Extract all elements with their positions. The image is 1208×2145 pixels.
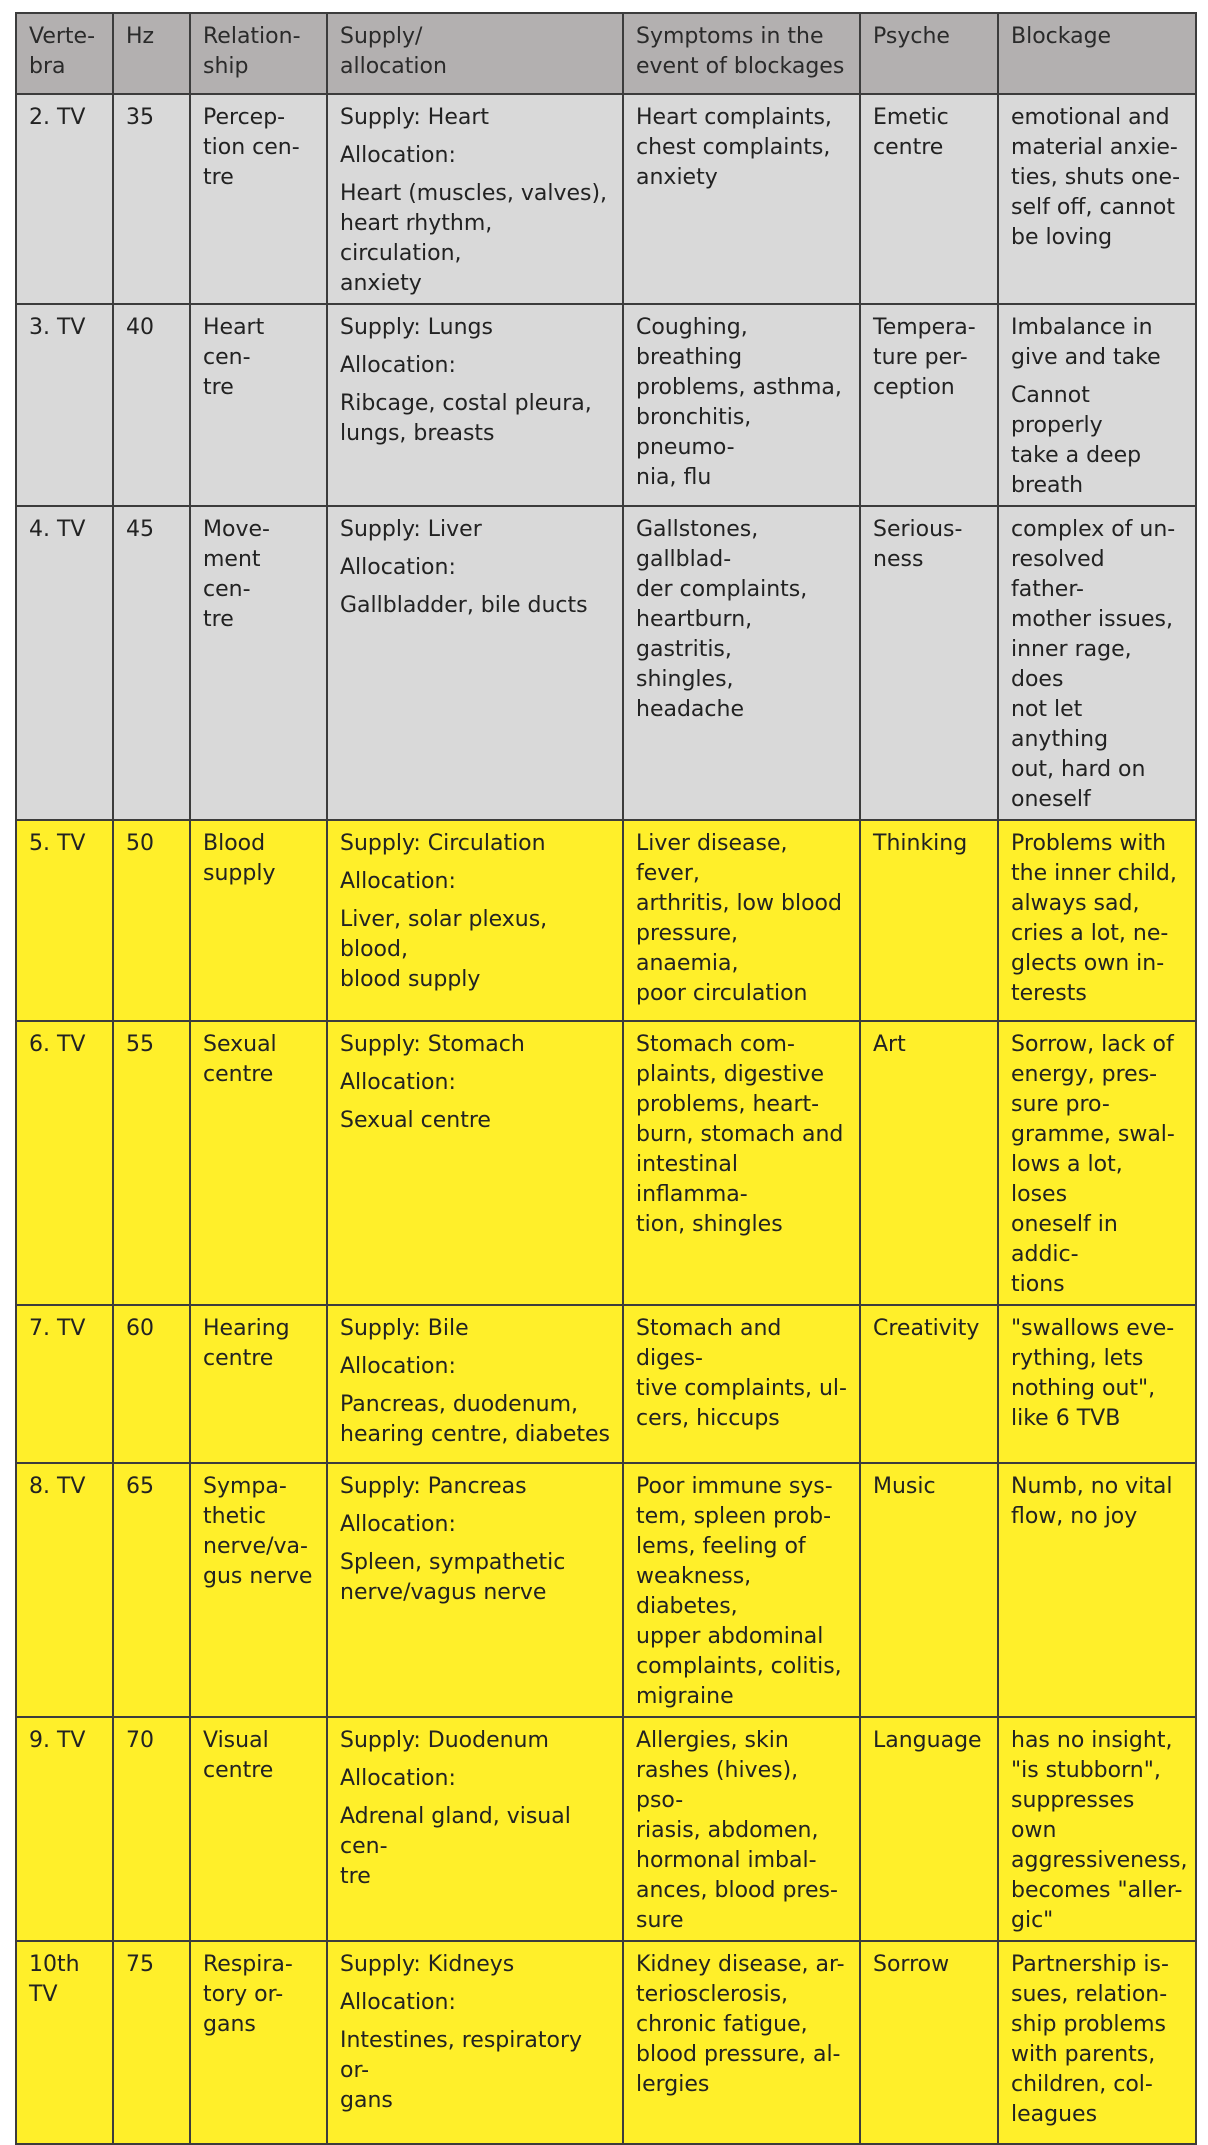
cell-relationship: Respira- tory or- gans <box>190 1941 327 2144</box>
allocation-text: Gallbladder, bile ducts <box>340 593 588 618</box>
cell-blockage: complex of un- resolved father- mother issues, inner rage, does not let anything out, hard on oneself <box>998 506 1196 820</box>
supply-text: Supply: Heart <box>340 105 490 130</box>
allocation-text: Intestines, respiratory or- gans <box>340 2028 583 2113</box>
supply-text: Supply: Duodenum <box>340 1728 549 1753</box>
table-row <box>16 304 1196 506</box>
cell-blockage <box>998 304 1196 506</box>
cell-hz: 45 <box>113 506 190 820</box>
cell-vertebra: 6. TV <box>16 1021 113 1305</box>
allocation-label: Allocation: <box>340 143 456 168</box>
cell-vertebra: 3. TV <box>16 304 113 506</box>
cell-symptoms: Heart complaints, chest complaints, anxiety <box>623 94 860 304</box>
cell-supply-allocation <box>327 1021 623 1305</box>
cell-hz: 65 <box>113 1463 190 1717</box>
supply-text: Supply: Liver <box>340 517 482 542</box>
allocation-text: Ribcage, costal pleura, lungs, breasts <box>340 391 592 446</box>
cell-vertebra: 7. TV <box>16 1305 113 1463</box>
cell-hz: 60 <box>113 1305 190 1463</box>
cell-relationship: Blood supply <box>190 820 327 1021</box>
supply-text: Supply: Lungs <box>340 315 493 340</box>
cell-hz: 75 <box>113 1941 190 2144</box>
cell-supply-allocation <box>327 1717 623 1941</box>
cell-blockage: emotional and material anxie- ties, shuts one- self off, cannot be loving <box>998 94 1196 304</box>
cell-supply-allocation <box>327 1463 623 1717</box>
allocation-text: Liver, solar plexus, blood, blood supply <box>340 907 548 992</box>
table-row <box>16 506 1196 820</box>
cell-hz: 50 <box>113 820 190 1021</box>
allocation-label: Allocation: <box>340 1766 456 1791</box>
cell-supply-allocation <box>327 304 623 506</box>
header-row <box>16 13 1196 94</box>
cell-supply-allocation <box>327 1941 623 2144</box>
cell-symptoms: Liver disease, fever, arthritis, low blood pressure, anaemia, poor circulation <box>623 820 860 1021</box>
table-header <box>16 13 1196 94</box>
header-psyche: Psyche <box>860 13 998 94</box>
cell-psyche: Sorrow <box>860 1941 998 2144</box>
cell-blockage: Sorrow, lack of energy, pres- sure pro- gramme, swal- lows a lot, loses oneself in addic- tions <box>998 1021 1196 1305</box>
allocation-text: Adrenal gland, visual cen- tre <box>340 1804 571 1889</box>
cell-psyche: Tempera- ture per- ception <box>860 304 998 506</box>
cell-vertebra: 5. TV <box>16 820 113 1021</box>
cell-blockage: Partnership is- sues, relation- ship problems with parents, children, col- leagues <box>998 1941 1196 2144</box>
cell-supply-allocation <box>327 1305 623 1463</box>
supply-text: Supply: Kidneys <box>340 1952 515 1977</box>
table-row <box>16 1941 1196 2144</box>
allocation-label: Allocation: <box>340 869 456 894</box>
table-row <box>16 1305 1196 1463</box>
cell-symptoms: Gallstones, gallblad- der complaints, heartburn, gastritis, shingles, headache <box>623 506 860 820</box>
cell-psyche: Music <box>860 1463 998 1717</box>
blockage-text-2: Cannot properly take a deep breath <box>1011 383 1142 498</box>
allocation-label: Allocation: <box>340 353 456 378</box>
cell-symptoms: Kidney disease, ar- teriosclerosis, chronic fatigue, blood pressure, al- lergies <box>623 1941 860 2144</box>
header-hz: Hz <box>113 13 190 94</box>
cell-vertebra: 8. TV <box>16 1463 113 1717</box>
cell-blockage: Problems with the inner child, always sad, cries a lot, ne- glects own in- terests <box>998 820 1196 1021</box>
allocation-label: Allocation: <box>340 1070 456 1095</box>
allocation-label: Allocation: <box>340 555 456 580</box>
table-row <box>16 94 1196 304</box>
cell-vertebra: 2. TV <box>16 94 113 304</box>
allocation-text: Spleen, sympathetic nerve/vagus nerve <box>340 1550 566 1605</box>
cell-hz: 70 <box>113 1717 190 1941</box>
header-symptoms: Symptoms in the event of blockages <box>623 13 860 94</box>
vertebra-table <box>15 12 1197 2145</box>
cell-symptoms: Allergies, skin rashes (hives), pso- riasis, abdomen, hormonal imbal- ances, blood pres- sure <box>623 1717 860 1941</box>
header-supply-allocation: Supply/ allocation <box>327 13 623 94</box>
cell-hz: 40 <box>113 304 190 506</box>
cell-blockage: "swallows eve- rything, lets nothing out", like 6 TVB <box>998 1305 1196 1463</box>
cell-psyche: Art <box>860 1021 998 1305</box>
allocation-text: Pancreas, duodenum, hearing centre, diabetes <box>340 1392 610 1447</box>
cell-symptoms: Coughing, breathing problems, asthma, bronchitis, pneumo- nia, flu <box>623 304 860 506</box>
allocation-label: Allocation: <box>340 1354 456 1379</box>
supply-text: Supply: Pancreas <box>340 1474 527 1499</box>
cell-blockage: has no insight, "is stubborn", suppresses own aggressiveness, becomes "aller- gic" <box>998 1717 1196 1941</box>
header-vertebra: Verte- bra <box>16 13 113 94</box>
table-body <box>16 94 1196 2144</box>
cell-psyche: Emetic centre <box>860 94 998 304</box>
cell-psyche: Creativity <box>860 1305 998 1463</box>
cell-vertebra: 9. TV <box>16 1717 113 1941</box>
allocation-text: Heart (muscles, valves), heart rhythm, circulation, anxiety <box>340 181 608 296</box>
cell-symptoms: Stomach com- plaints, digestive problems, heart- burn, stomach and intestinal inflamma- tion, shingles <box>623 1021 860 1305</box>
cell-supply-allocation <box>327 820 623 1021</box>
cell-relationship: Move- ment cen- tre <box>190 506 327 820</box>
header-relationship: Relation- ship <box>190 13 327 94</box>
table-row <box>16 1717 1196 1941</box>
cell-relationship: Percep- tion cen- tre <box>190 94 327 304</box>
cell-vertebra: 4. TV <box>16 506 113 820</box>
cell-relationship: Hearing centre <box>190 1305 327 1463</box>
cell-psyche: Serious- ness <box>860 506 998 820</box>
cell-hz: 55 <box>113 1021 190 1305</box>
table-row <box>16 1021 1196 1305</box>
header-blockage: Blockage <box>998 13 1196 94</box>
cell-symptoms: Poor immune sys- tem, spleen prob- lems, feeling of weakness, diabetes, upper abdominal complaints, colitis, migraine <box>623 1463 860 1717</box>
allocation-text: Sexual centre <box>340 1108 491 1133</box>
supply-text: Supply: Circulation <box>340 831 546 856</box>
cell-vertebra: 10th TV <box>16 1941 113 2144</box>
cell-psyche: Language <box>860 1717 998 1941</box>
table-row <box>16 820 1196 1021</box>
cell-supply-allocation <box>327 506 623 820</box>
allocation-label: Allocation: <box>340 1990 456 2015</box>
blockage-text: Imbalance in give and take <box>1011 315 1161 370</box>
cell-relationship: Sexual centre <box>190 1021 327 1305</box>
allocation-label: Allocation: <box>340 1512 456 1537</box>
cell-relationship: Heart cen- tre <box>190 304 327 506</box>
supply-text: Supply: Bile <box>340 1316 469 1341</box>
supply-text: Supply: Stomach <box>340 1032 525 1057</box>
cell-supply-allocation <box>327 94 623 304</box>
cell-relationship: Sympa- thetic nerve/va- gus nerve <box>190 1463 327 1717</box>
table-row <box>16 1463 1196 1717</box>
cell-psyche: Thinking <box>860 820 998 1021</box>
cell-blockage: Numb, no vital flow, no joy <box>998 1463 1196 1717</box>
cell-relationship: Visual centre <box>190 1717 327 1941</box>
cell-hz: 35 <box>113 94 190 304</box>
cell-symptoms: Stomach and diges- tive complaints, ul- cers, hiccups <box>623 1305 860 1463</box>
